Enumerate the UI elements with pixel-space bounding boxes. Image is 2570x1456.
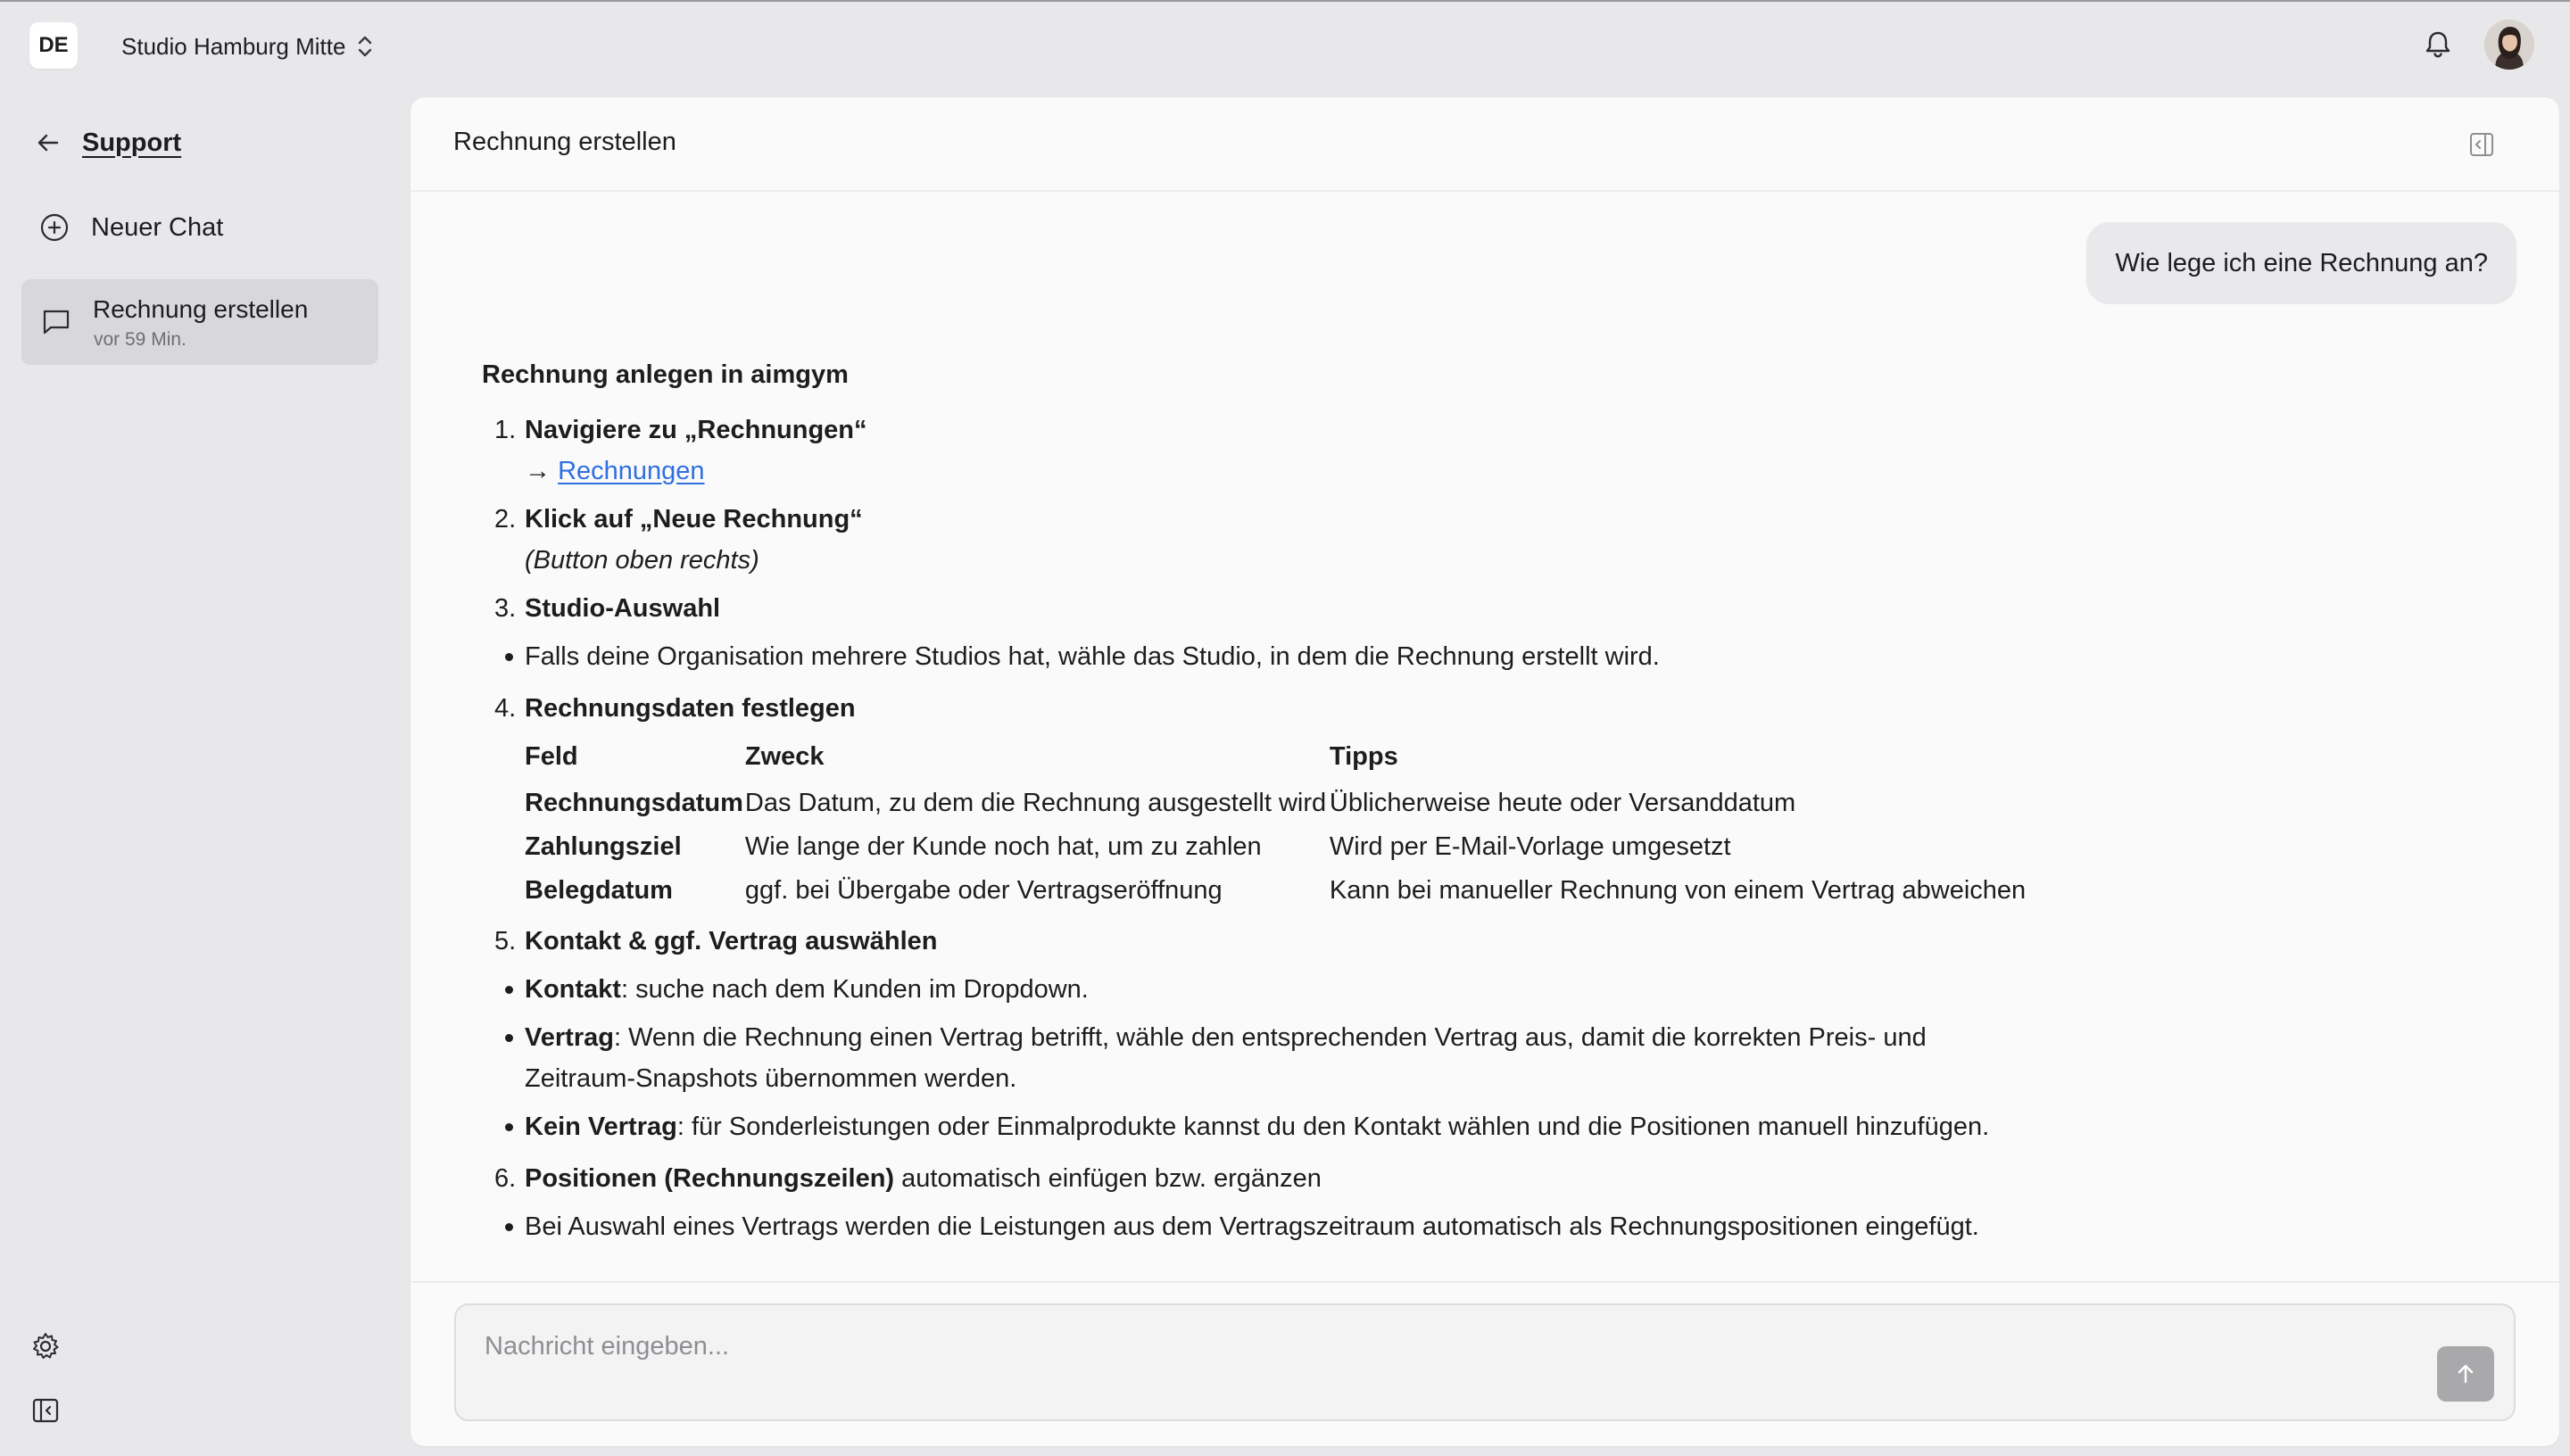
language-switcher[interactable]: DE — [29, 22, 78, 69]
gear-icon[interactable] — [30, 1331, 61, 1361]
arrow-left-icon — [36, 132, 61, 153]
table-header: Tipps — [1329, 742, 1398, 771]
table-cell: Zahlungsziel — [525, 831, 682, 861]
table-cell: Kann bei manueller Rechnung von einem Vertrag abweichen — [1329, 875, 2027, 905]
chat-panel — [410, 97, 2559, 1446]
bullet-text: : Wenn die Rechnung einen Vertrag betrifft, wähle den entsprechenden Vertrag aus, damit die korrekten Preis- und Zeitraum-Snapshots übernommen werden. — [525, 1023, 1927, 1093]
bullet-bold: Kein Vertrag — [525, 1113, 677, 1141]
step-number: 6. — [494, 1164, 517, 1193]
step-number: 1. — [494, 416, 517, 444]
step-3 — [482, 588, 2445, 629]
bullet-item — [525, 969, 2445, 1010]
bullet-item — [525, 1017, 2006, 1099]
user-message: Wie lege ich eine Rechnung an? — [2086, 222, 2516, 304]
step-title: Rechnungsdaten festlegen — [525, 694, 856, 723]
step-number: 4. — [494, 694, 517, 723]
table-header-row — [525, 736, 2027, 781]
bullet-bold: Kontakt — [525, 975, 621, 1004]
chevron-up-down-icon — [356, 34, 374, 59]
table-row — [525, 781, 2027, 824]
composer-divider — [410, 1281, 2559, 1283]
studio-selector-label: Studio Hamburg Mitte — [121, 32, 346, 60]
table-cell: Wie lange der Kunde noch hat, um zu zahlen — [744, 831, 1262, 861]
step-title: Studio-Auswahl — [525, 594, 721, 623]
assistant-message — [482, 354, 2445, 1258]
table-header: Zweck — [744, 742, 825, 771]
table-row — [525, 868, 2027, 912]
step-title: Kontakt & ggf. Vertrag auswählen — [525, 927, 938, 956]
plus-circle-icon — [39, 212, 70, 243]
arrow-glyph: → — [525, 457, 551, 485]
step-1 — [482, 410, 2445, 492]
table-cell: Üblicherweise heute oder Versanddatum — [1329, 788, 1796, 817]
bullet-item: Falls deine Organisation mehrere Studios hat, wähle das Studio, in dem die Rechnung erstellt wird. — [525, 636, 2445, 677]
step-number: 5. — [494, 927, 517, 956]
avatar-portrait-icon — [2484, 20, 2534, 70]
step-4 — [482, 688, 2445, 729]
back-label: Support — [82, 128, 182, 157]
step-6-bullets — [482, 1206, 2445, 1247]
studio-selector[interactable] — [121, 29, 374, 64]
fields-table — [525, 736, 2027, 912]
table-row — [525, 824, 2027, 868]
step-5 — [482, 921, 2445, 962]
bullet-item: Bei Auswahl eines Vertrags werden die Leistungen aus dem Vertragszeitraum automatisch als Rechnungspositionen eingefügt. — [525, 1206, 2445, 1247]
step-title-rest: automatisch einfügen bzw. ergänzen — [894, 1164, 1322, 1193]
chat-title: Rechnung erstellen — [453, 128, 676, 156]
chat-bubble-icon — [41, 306, 71, 336]
bullet-bold: Vertrag — [525, 1023, 614, 1052]
step-5-bullets — [482, 969, 2445, 1147]
step-number: 2. — [494, 505, 517, 534]
step-2 — [482, 499, 2445, 581]
step-title: Positionen (Rechnungszeilen) — [525, 1164, 895, 1193]
sidebar-collapse-icon[interactable] — [30, 1395, 61, 1426]
chat-history-item[interactable] — [21, 279, 378, 365]
table-cell: ggf. bei Übergabe oder Vertragseröffnung — [744, 875, 1223, 905]
panel-toggle-icon[interactable] — [2468, 131, 2495, 158]
arrow-up-icon — [2454, 1362, 2477, 1386]
back-to-support-link[interactable] — [36, 123, 181, 162]
table-cell: Das Datum, zu dem die Rechnung ausgestellt wird — [744, 788, 1327, 817]
step-number: 3. — [494, 594, 517, 623]
table-header: Feld — [525, 742, 578, 771]
send-button[interactable] — [2437, 1346, 2494, 1402]
answer-heading: Rechnung anlegen in aimgym — [482, 360, 849, 389]
chat-item-title: Rechnung erstellen — [93, 295, 309, 323]
top-bar — [0, 2, 2570, 87]
bullet-text: : für Sonderleistungen oder Einmalprodukte kannst du den Kontakt wählen und die Positionen manuell hinzufügen. — [676, 1113, 1990, 1141]
step-title: Klick auf „Neue Rechnung“ — [525, 505, 863, 534]
new-chat-label: Neuer Chat — [91, 212, 224, 242]
step-title: Navigiere zu „Rechnungen“ — [525, 416, 867, 444]
conversation — [410, 194, 2559, 1378]
bullet-item — [525, 1106, 2445, 1147]
bullet-text: : suche nach dem Kunden im Dropdown. — [620, 975, 1089, 1004]
step-6 — [482, 1158, 2445, 1199]
new-chat-button[interactable] — [39, 207, 223, 248]
table-cell: Wird per E-Mail-Vorlage umgesetzt — [1329, 831, 1731, 861]
table-cell: Rechnungsdatum — [525, 788, 743, 817]
message-input[interactable] — [485, 1328, 2359, 1364]
chat-item-time: vor 59 Min. — [94, 329, 187, 350]
rechnungen-link[interactable]: Rechnungen — [558, 457, 705, 485]
user-avatar[interactable] — [2484, 20, 2534, 70]
bell-icon[interactable] — [2422, 29, 2454, 61]
message-composer — [454, 1303, 2516, 1421]
chat-header — [410, 97, 2559, 192]
table-cell: Belegdatum — [525, 875, 673, 905]
step-3-bullets — [482, 636, 2445, 677]
step-note: (Button oben rechts) — [525, 546, 759, 575]
